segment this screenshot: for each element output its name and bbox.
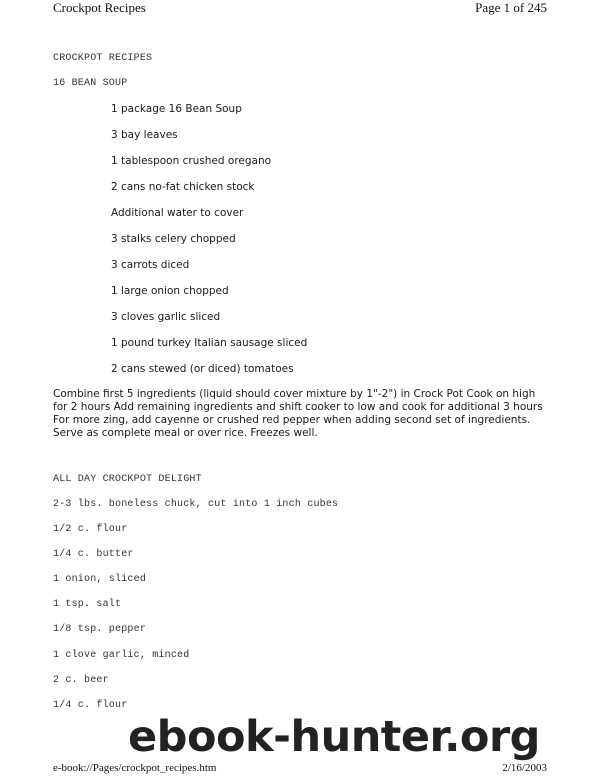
ingredient-item: 1 package 16 Bean Soup bbox=[111, 103, 242, 115]
recipe-title: 16 BEAN SOUP bbox=[53, 78, 128, 89]
ingredient-item: 1 large onion chopped bbox=[111, 285, 229, 297]
ingredient-item: Additional water to cover bbox=[111, 207, 244, 219]
document-heading: CROCKPOT RECIPES bbox=[53, 53, 153, 64]
ingredient-item: 2 cans no-fat chicken stock bbox=[111, 181, 255, 193]
ingredient-item: 3 cloves garlic sliced bbox=[111, 311, 221, 323]
ingredient-item: 1 tsp. salt bbox=[53, 599, 122, 611]
footer-source: e-book://Pages/crockpot_recipes.htm bbox=[53, 762, 217, 774]
footer-date: 2/16/2003 bbox=[502, 762, 547, 774]
ingredient-item: 2 c. beer bbox=[53, 674, 109, 686]
ingredient-item: 3 bay leaves bbox=[111, 129, 178, 141]
watermark-logo: ebook-hunter.org bbox=[128, 712, 540, 762]
ingredient-item: 1 tablespoon crushed oregano bbox=[111, 155, 272, 167]
ingredient-item: 1/4 c. butter bbox=[53, 549, 134, 561]
ingredient-item: 1/2 c. flour bbox=[53, 524, 128, 536]
ingredient-item: 1/8 tsp. pepper bbox=[53, 624, 147, 636]
ingredient-list bbox=[53, 499, 338, 725]
ingredient-item: 1 onion, sliced bbox=[53, 574, 147, 586]
recipe-instructions: Combine first 5 ingredients (liquid should cover mixture by 1"-2") in Crock Pot Cook on high for 2 hours Add remaining ingredients and shift cooker to low and cook for additional 3 hours For more zing, add cayenne or crushed red pepper when adding second set of ingredients. Serve as complete meal or over rice. Freezes well. bbox=[53, 388, 543, 439]
ingredient-item: 3 stalks celery chopped bbox=[111, 233, 236, 245]
page-indicator: Page 1 of 245 bbox=[475, 0, 547, 15]
ingredient-item: 1/4 c. flour bbox=[53, 699, 128, 711]
ingredient-item: 1 pound turkey Italian sausage sliced bbox=[111, 337, 308, 349]
recipe-title: ALL DAY CROCKPOT DELIGHT bbox=[53, 474, 202, 485]
ingredient-item: 2-3 lbs. boneless chuck, cut into 1 inch cubes bbox=[53, 499, 339, 510]
ingredient-item: 2 cans stewed (or diced) tomatoes bbox=[111, 363, 294, 375]
ingredient-item: 1 clove garlic, minced bbox=[53, 649, 190, 661]
ingredient-list bbox=[111, 102, 307, 388]
ingredient-item: 3 carrots diced bbox=[111, 259, 190, 271]
header-title: Crockpot Recipes bbox=[53, 0, 146, 15]
